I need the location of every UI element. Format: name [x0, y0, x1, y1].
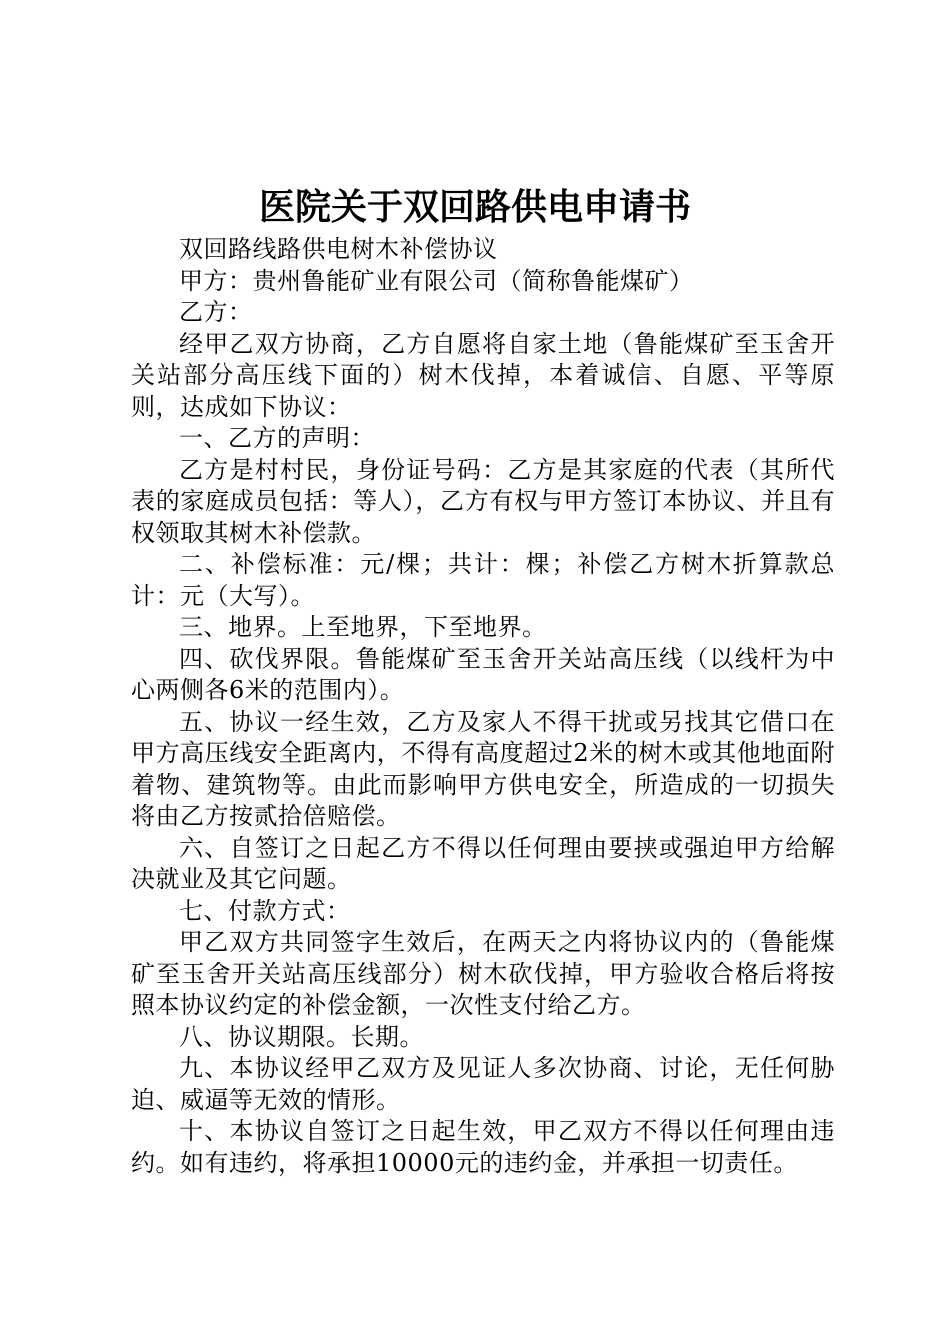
paragraph-clause-10: 十、本协议自签订之日起生效，甲乙双方不得以任何理由违约。如有违约，将承担10000元的违约金，并承担一切责任。: [131, 1117, 835, 1177]
document-title: 医院关于双回路供电申请书: [258, 187, 691, 228]
paragraph-party-a: 甲方：贵州鲁能矿业有限公司（简称鲁能煤矿）: [179, 266, 694, 295]
paragraph-clause-2: 二、补偿标准：元/棵；共计：棵；补偿乙方树木折算款总计：元（大写）。: [131, 550, 835, 610]
paragraph-clause-7-body: 甲乙双方共同签字生效后，在两天之内将协议内的（鲁能煤矿至玉舍开关站高压线部分）树木砍伐掉，甲方验收合格后将按照本协议约定的补偿金额，一次性支付给乙方。: [131, 928, 835, 1019]
paragraph-clause-4: 四、砍伐界限。鲁能煤矿至玉舍开关站高压线（以线杆为中心两侧各6米的范围内）。: [131, 644, 835, 704]
paragraph-preamble: 经甲乙双方协商，乙方自愿将自家土地（鲁能煤矿至玉舍开关站部分高压线下面的）树木伐掉，本着诚信、自愿、平等原则，达成如下协议：: [131, 329, 835, 421]
paragraph-clause-1-body: 乙方是村村民，身份证号码：乙方是其家庭的代表（其所代表的家庭成员包括：等人），乙方有权与甲方签订本协议、并且有权领取其树木补偿款。: [131, 455, 835, 547]
paragraph-clause-5: 五、协议一经生效，乙方及家人不得干扰或另找其它借口在甲方高压线安全距离内，不得有高度超过2米的树木或其他地面附着物、建筑物等。由此而影响甲方供电安全，所造成的一切损失将由乙方按贰拾倍赔偿。: [131, 707, 835, 830]
paragraph-clause-9: 九、本协议经甲乙双方及见证人多次协商、讨论，无任何胁迫、威逼等无效的情形。: [131, 1054, 835, 1114]
paragraph-subtitle: 双回路线路供电树木补偿协议: [179, 235, 498, 263]
document-body: [131, 234, 835, 1179]
paragraph-clause-6: 六、自签订之日起乙方不得以任何理由要挟或强迫甲方给解决就业及其它问题。: [131, 833, 835, 893]
paragraph-clause-3: 三、地界。上至地界，下至地界。: [179, 613, 547, 641]
paragraph-clause-1-heading: 一、乙方的声明：: [179, 424, 375, 452]
paragraph-party-b: 乙方：: [179, 298, 253, 326]
paragraph-clause-8: 八、协议期限。长期。: [179, 1022, 424, 1051]
paragraph-clause-7-heading: 七、付款方式：: [179, 896, 351, 925]
